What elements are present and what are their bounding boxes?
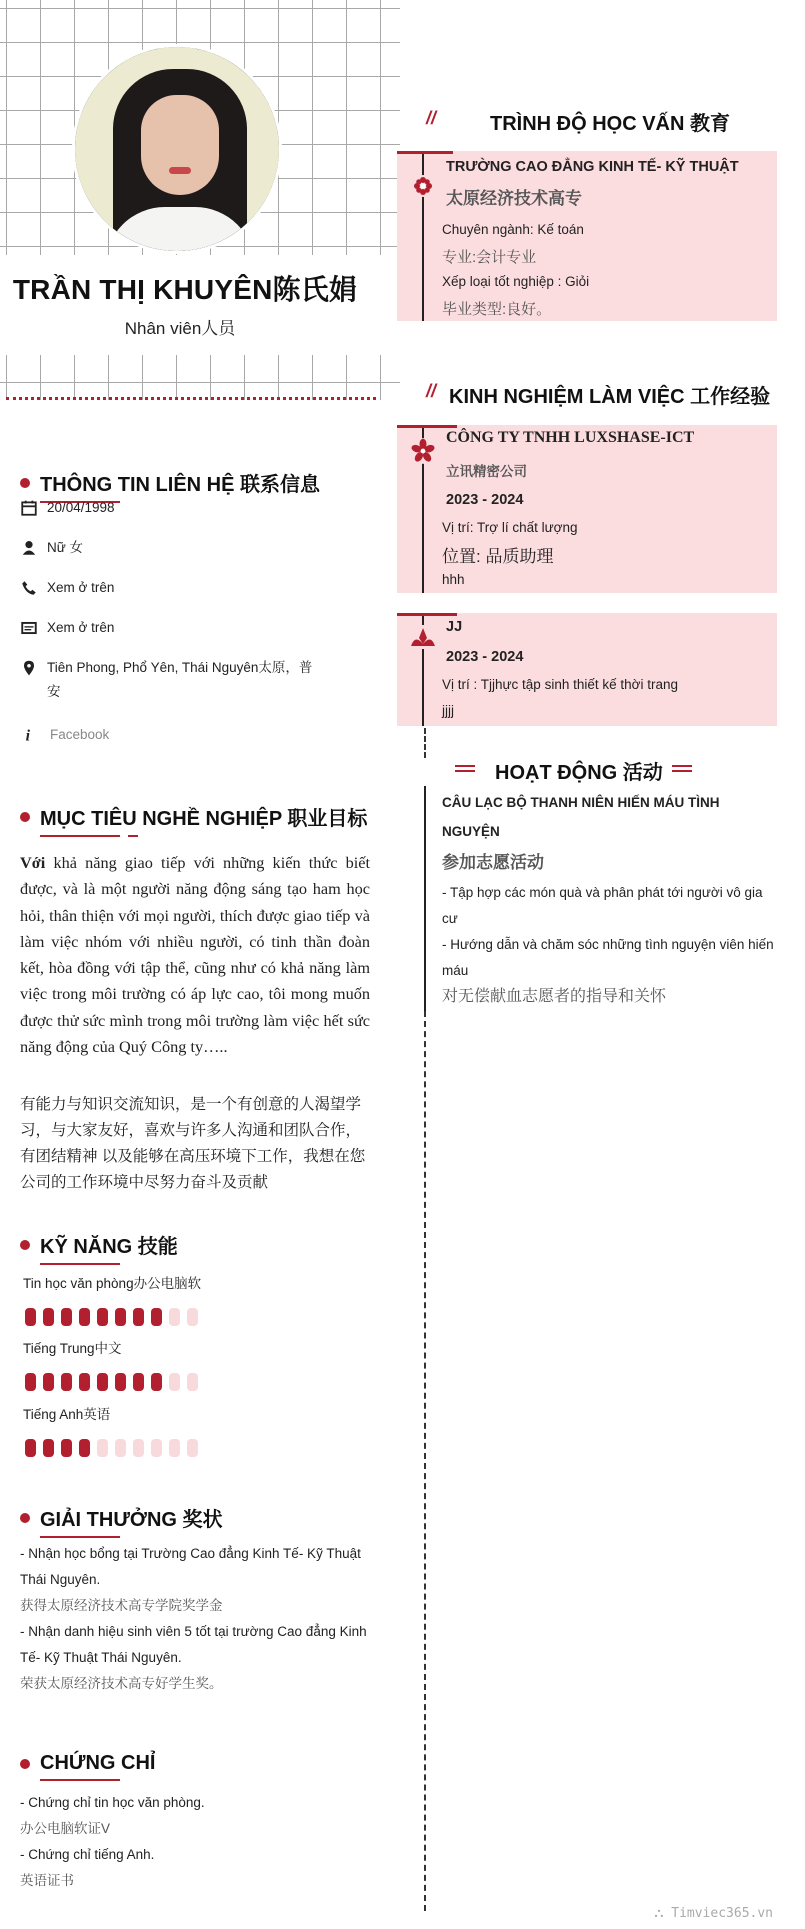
- skill-pip-filled: [151, 1373, 162, 1391]
- education-slash: //: [426, 108, 437, 128]
- skill-pip-empty: [187, 1308, 198, 1326]
- activity-line: - Hướng dẫn và chăm sóc những tình nguyện viên hiến máu: [442, 937, 774, 978]
- objective-section-title: MỤC TIÊU NGHỀ NGHIỆP 职业目标: [20, 802, 367, 831]
- skill-pip-filled: [25, 1373, 36, 1391]
- section-bullet: [20, 1240, 30, 1250]
- person-icon: [20, 539, 38, 557]
- skill-pip-filled: [61, 1308, 72, 1326]
- skill-rating: [25, 1308, 198, 1326]
- certificates-section-title: CHỨNG CHỈ: [20, 1752, 155, 1775]
- certificate-line: 英语证书: [20, 1873, 74, 1888]
- skill-pip-filled: [79, 1439, 90, 1457]
- svg-text:i: i: [25, 727, 31, 744]
- skill-pip-empty: [133, 1439, 144, 1457]
- school-name-zh: 太原经济技术高专: [446, 189, 582, 208]
- award-line: - Nhận danh hiệu sinh viên 5 tốt tại trường Cao đẳng Kinh Tế- Kỹ Thuật Thái Nguyên.: [20, 1624, 367, 1665]
- header-divider: [6, 397, 376, 400]
- skill-pip-filled: [43, 1373, 54, 1391]
- skill-name: Tiếng Trung中文: [23, 1341, 122, 1356]
- certificate-line: - Chứng chỉ tiếng Anh.: [20, 1847, 155, 1862]
- certificates-list: [20, 1790, 370, 1894]
- contact-gender: Nữ 女: [20, 536, 317, 560]
- skill-pip-empty: [169, 1308, 180, 1326]
- avatar: [72, 44, 282, 254]
- timeline-divider: [424, 1011, 426, 1911]
- timeline-divider: [424, 728, 426, 758]
- skill-pip-filled: [43, 1308, 54, 1326]
- skill-pip-filled: [43, 1439, 54, 1457]
- skill-pip-filled: [79, 1308, 90, 1326]
- skill-pip-filled: [25, 1308, 36, 1326]
- section-bullet: [20, 812, 30, 822]
- job-company-zh: 立讯精密公司: [446, 464, 527, 479]
- phone-icon: [20, 579, 38, 597]
- activity-line-zh: 对无偿献血志愿者的指导和关怀: [442, 988, 667, 1005]
- skill-pip-empty: [151, 1439, 162, 1457]
- job-position-zh: 位置: 品质助理: [442, 547, 554, 566]
- activity-name: CÂU LẠC BỘ THANH NIÊN HIẾN MÁU TÌNH NGUYỆN: [442, 795, 720, 839]
- calendar-icon: [20, 499, 38, 517]
- skill-pip-empty: [169, 1373, 180, 1391]
- contact-section-title: THÔNG TIN LIÊN HỆ 联系信息: [20, 468, 320, 497]
- skill-pip-filled: [61, 1439, 72, 1457]
- skill-pip-empty: [97, 1439, 108, 1457]
- activity-rule: [424, 786, 426, 1011]
- skill-pip-filled: [79, 1373, 90, 1391]
- experience-entry: [397, 425, 777, 593]
- envelope-icon: [20, 619, 38, 637]
- awards-list: [20, 1541, 370, 1697]
- contact-email: Xem ở trên: [20, 616, 317, 640]
- skill-pip-empty: [115, 1439, 126, 1457]
- job-position: Vị trí: Trợ lí chất lượng: [442, 520, 578, 535]
- flower-icon: [409, 437, 437, 465]
- skill-rating: [25, 1373, 198, 1391]
- flower-icon: [411, 174, 435, 198]
- skill-pip-filled: [25, 1439, 36, 1457]
- skill-pip-filled: [61, 1373, 72, 1391]
- job-company: CÔNG TY TNHH LUXSHASE-ICT: [446, 429, 695, 446]
- job-period: 2023 - 2024: [446, 649, 524, 665]
- award-line: 获得太原经济技术高专学院奖学金: [20, 1598, 223, 1613]
- info-icon: [20, 726, 38, 744]
- activity-name-zh: 参加志愿活动: [442, 853, 544, 872]
- education-entry: [397, 151, 777, 321]
- education-major: Chuyên ngành: Kế toán: [442, 222, 584, 237]
- job-position: Vị trí : Tjjhực tập sinh thiết kế thời trang: [442, 677, 678, 692]
- skill-pip-filled: [115, 1373, 126, 1391]
- experience-entry: [397, 613, 777, 726]
- skill-pip-filled: [133, 1373, 144, 1391]
- skill-name: Tiếng Anh英语: [23, 1407, 111, 1422]
- skill-pip-empty: [187, 1373, 198, 1391]
- award-line: - Nhận học bổng tại Trường Cao đẳng Kinh Tế- Kỹ Thuật Thái Nguyên.: [20, 1546, 361, 1587]
- skill-pip-empty: [187, 1439, 198, 1457]
- education-major-zh: 专业:会计专业: [442, 249, 537, 266]
- objective-text-vi: Với khả năng giao tiếp với những kiến thức biết được, và là một người năng động sáng tạo ham học hỏi, thân thiện với mọi người, thích được giao tiếp và làm việc nhóm với nhiều người, có tinh thần đoàn kết, hòa đồng với tập thể, cũng như có khả năng làm việc trong môi trường có áp lực cao, tôi mong muốn được thử sức mình trong môi trường làm việc hết sức năng động của Quý Công ty…..: [20, 853, 370, 1057]
- objective-text-zh: 有能力与知识交流知识，是一个有创意的人渴望学习，与大家友好，喜欢与许多人沟通和团队合作，有团结精神 以及能够在高压环境下工作，我想在您公司的工作环境中尽努力奋斗及贡献: [20, 1096, 366, 1191]
- education-grade: Xếp loại tốt nghiệp : Giỏi: [442, 274, 590, 289]
- school-name: TRƯỜNG CAO ĐẲNG KINH TẾ- KỸ THUẬT: [446, 159, 739, 175]
- skills-section-title: KỸ NĂNG 技能: [20, 1230, 178, 1259]
- certificate-line: - Chứng chỉ tin học văn phòng.: [20, 1795, 205, 1810]
- section-bullet: [20, 478, 30, 488]
- skill-pip-filled: [97, 1373, 108, 1391]
- profile-role: Nhân viên人员: [0, 314, 360, 339]
- certificate-line: 办公电脑软证V: [20, 1821, 111, 1836]
- activity-details: [442, 880, 777, 1010]
- job-note: hhh: [442, 572, 465, 587]
- profile-name: TRẦN THỊ KHUYÊN陈氏娟: [0, 268, 370, 308]
- skill-pip-filled: [115, 1308, 126, 1326]
- activities-section-title: HOẠT ĐỘNG 活动: [495, 762, 663, 784]
- location-pin-icon: [20, 659, 38, 677]
- experience-slash: //: [426, 381, 437, 401]
- contact-social[interactable]: i Facebook: [20, 723, 317, 747]
- skill-pip-filled: [97, 1308, 108, 1326]
- contact-birthday: 20/04/1998: [20, 496, 317, 520]
- experience-section-title: KINH NGHIỆM LÀM VIỆC 工作经验: [449, 386, 771, 408]
- job-note: jjjj: [442, 703, 454, 718]
- lotus-icon: [409, 625, 437, 649]
- double-rule-icon: [455, 764, 475, 774]
- job-company: JJ: [446, 619, 463, 635]
- contact-phone: Xem ở trên: [20, 576, 317, 600]
- job-period: 2023 - 2024: [446, 492, 524, 508]
- skill-pip-filled: [151, 1308, 162, 1326]
- awards-section-title: GIẢI THƯỞNG 奖状: [20, 1503, 223, 1532]
- education-section-title: TRÌNH ĐỘ HỌC VẤN 教育: [490, 113, 730, 135]
- section-bullet: [20, 1759, 30, 1769]
- watermark: ⛬ Timviec365.vn: [654, 1906, 773, 1921]
- award-line: 荣获太原经济技术高专好学生奖。: [20, 1676, 223, 1691]
- skill-name: Tin học văn phòng办公电脑软: [23, 1276, 202, 1291]
- contact-address: Tiên Phong, Phổ Yên, Thái Nguyên太原，普安: [20, 656, 317, 704]
- double-rule-icon: [672, 764, 692, 774]
- activity-line: - Tập hợp các món quà và phân phát tới người vô gia cư: [442, 885, 763, 926]
- skill-pip-empty: [169, 1439, 180, 1457]
- section-bullet: [20, 1513, 30, 1523]
- skill-rating: [25, 1439, 198, 1457]
- education-grade-zh: 毕业类型:良好。: [442, 301, 552, 318]
- skill-pip-filled: [133, 1308, 144, 1326]
